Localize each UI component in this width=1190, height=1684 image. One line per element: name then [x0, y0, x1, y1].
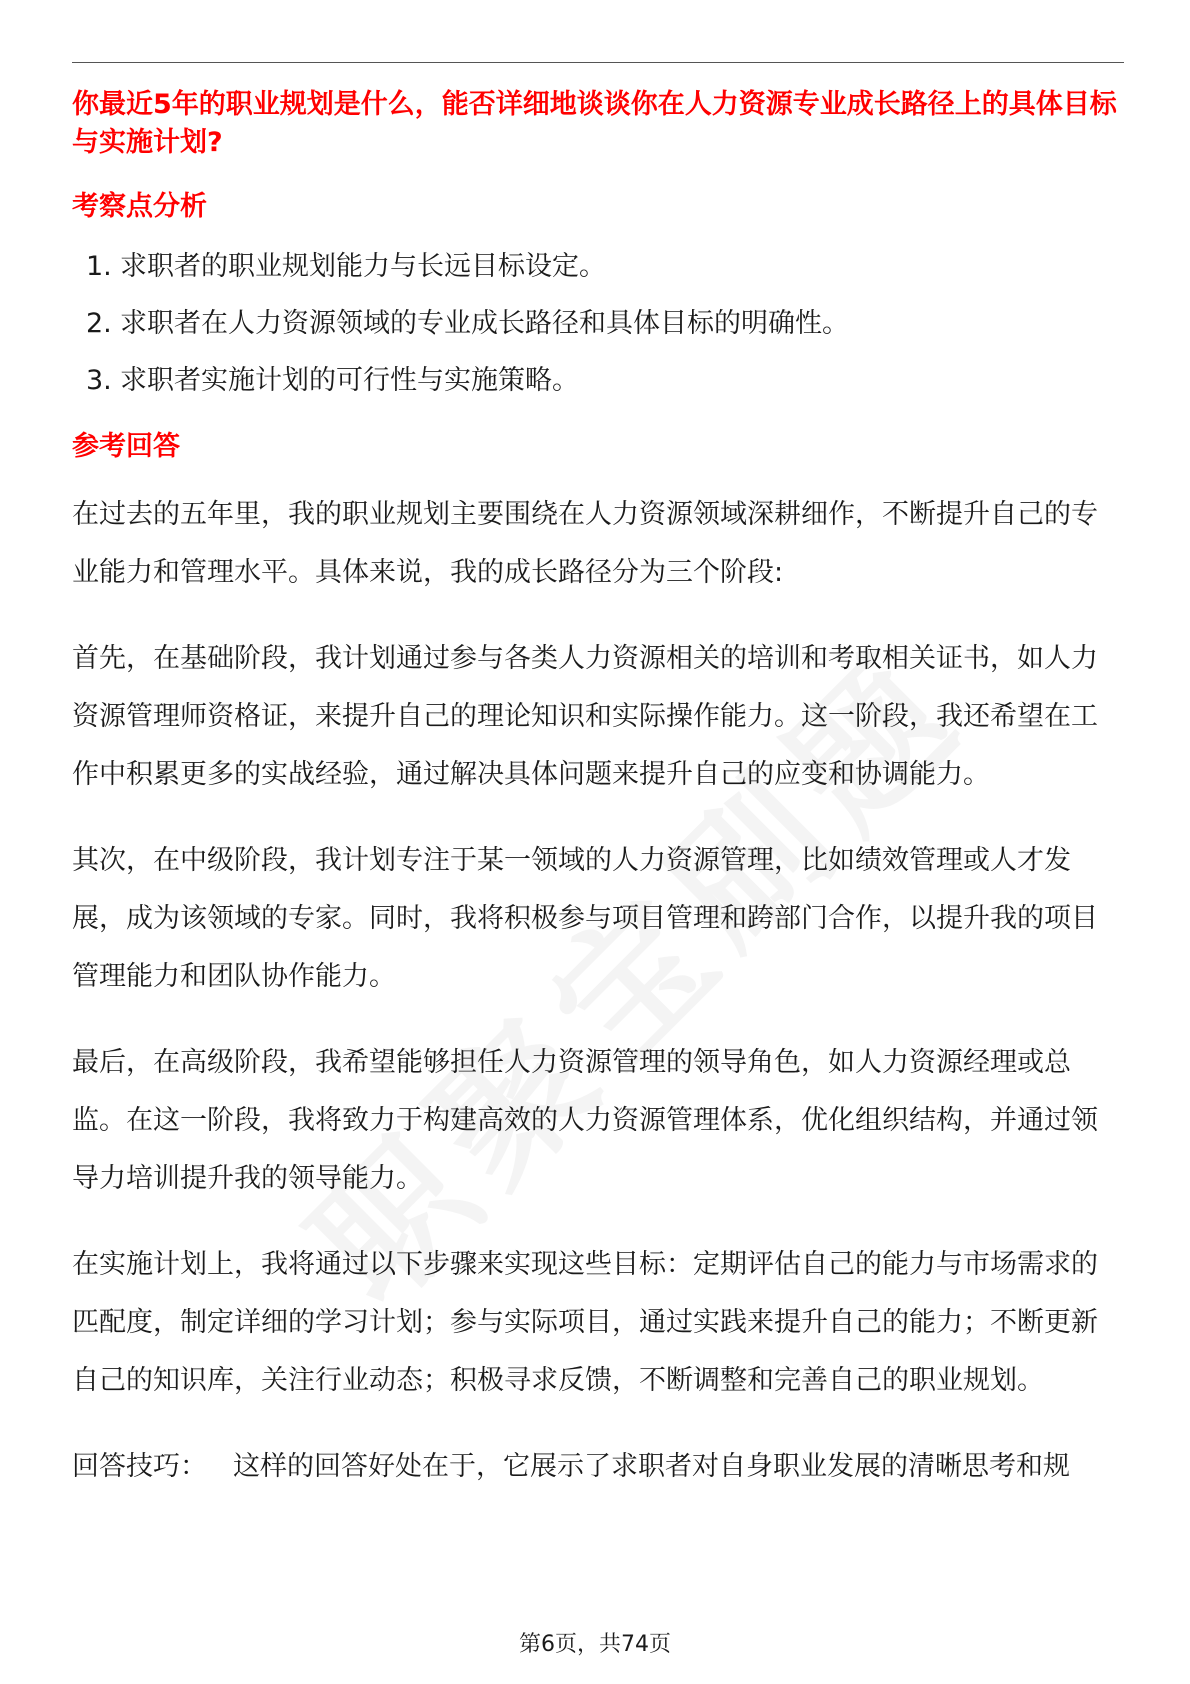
list-item-text: 求职者实施计划的可行性与实施策略。: [120, 365, 579, 396]
list-item-text: 求职者的职业规划能力与长远目标设定。: [120, 251, 606, 282]
list-item-text: 求职者在人力资源领域的专业成长路径和具体目标的明确性。: [120, 308, 849, 339]
answer-paragraph: 在过去的五年里，我的职业规划主要围绕在人力资源领域深耕细作，不断提升自己的专业能力和管理水平。具体来说，我的成长路径分为三个阶段:: [72, 499, 1098, 588]
list-item: [72, 305, 1122, 343]
page-number: 第6页，共74页: [519, 1632, 671, 1657]
tip-label: 回答技巧：: [72, 1451, 207, 1482]
top-divider: [72, 62, 1124, 63]
answer-title: 参考回答: [72, 431, 180, 462]
list-item-number: 1.: [86, 251, 112, 282]
answer-tip: [72, 1438, 1122, 1496]
answer-paragraph: 最后，在高级阶段，我希望能够担任人力资源管理的领导角色，如人力资源经理或总监。在这一阶段，我将致力于构建高效的人力资源管理体系，优化组织结构，并通过领导力培训提升我的领导能力。: [72, 1047, 1098, 1194]
list-item: [72, 248, 1122, 286]
answer-paragraph: 其次，在中级阶段，我计划专注于某一领域的人力资源管理，比如绩效管理或人才发展，成为该领域的专家。同时，我将积极参与项目管理和跨部门合作，以提升我的项目管理能力和团队协作能力。: [72, 845, 1098, 992]
list-item: [72, 362, 1122, 400]
question-heading: 你最近5年的职业规划是什么，能否详细地谈谈你在人力资源专业成长路径上的具体目标与实施计划?: [72, 89, 1117, 158]
answer-paragraph: 在实施计划上，我将通过以下步骤来实现这些目标：定期评估自己的能力与市场需求的匹配度，制定详细的学习计划；参与实际项目，通过实践来提升自己的能力；不断更新自己的知识库，关注行业动态；积极寻求反馈，不断调整和完善自己的职业规划。: [72, 1249, 1098, 1396]
list-item-number: 2.: [86, 308, 112, 339]
analysis-list: [72, 248, 1122, 400]
list-item-number: 3.: [86, 365, 112, 396]
analysis-title: 考察点分析: [72, 191, 207, 222]
page-content: [72, 86, 1122, 1496]
answer-paragraph: 首先，在基础阶段，我计划通过参与各类人力资源相关的培训和考取相关证书，如人力资源管理师资格证，来提升自己的理论知识和实际操作能力。这一阶段，我还希望在工作中积累更多的实战经验，通过解决具体问题来提升自己的应变和协调能力。: [72, 643, 1098, 790]
tip-text: 这样的回答好处在于，它展示了求职者对自身职业发展的清晰思考和规: [233, 1451, 1070, 1482]
